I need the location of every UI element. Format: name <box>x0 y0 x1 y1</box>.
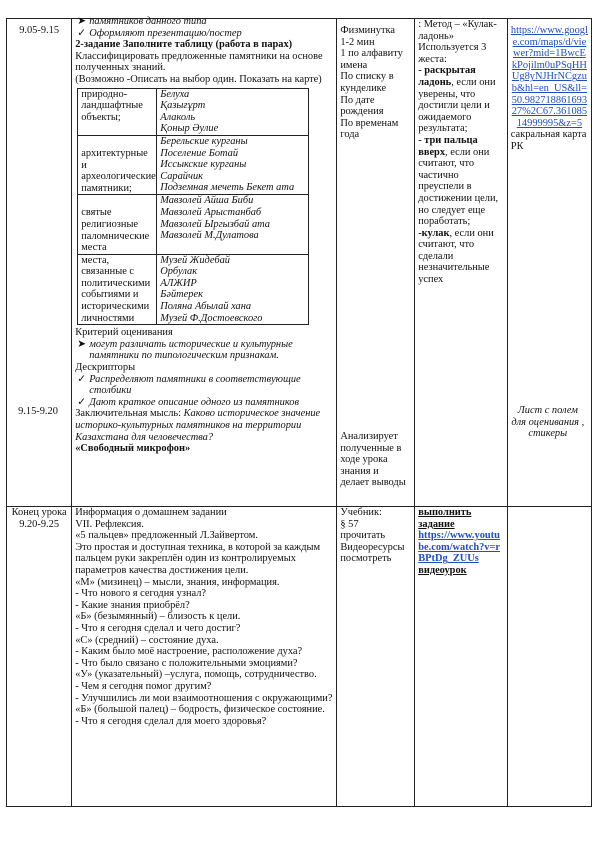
video-label: видеоурок <box>418 564 467 576</box>
classification-table <box>77 88 309 326</box>
list-item: ✓ Дают краткое описание одного из памятников <box>77 396 299 408</box>
text-line: сакральная карта РК <box>510 129 587 152</box>
text-line: «Б» (большой палец) – бодрость, физическое состояние. <box>75 704 325 716</box>
list-item: Бәйтерек <box>160 289 203 301</box>
category-cell: места, связанные с политическими событиями и историческими личностями <box>78 254 157 325</box>
gesture-text: , если они уверены, что достигли цели и ожидаемого результата; <box>418 76 496 135</box>
student-activity-cell <box>337 19 415 507</box>
table-row <box>78 195 309 254</box>
text-line: - Что нового я сегодня узнал? <box>75 588 207 600</box>
bullet-arrow-icon: ➤ <box>77 16 86 27</box>
list-item: ✓ Оформляют презентацию/постер <box>77 27 242 39</box>
category-cell <box>78 135 157 194</box>
list-item: ➤ памятников данного типа <box>77 16 207 27</box>
task-title: 2-задание Заполните таблицу (работа в парах) <box>75 39 293 51</box>
text-line: - Каким было моё настроение, расположение духа? <box>75 646 303 658</box>
gesture-label: - раскрытая ладонь <box>418 65 476 88</box>
map-link[interactable]: https://www.google.com/maps/d/viewer?mid=1BwcEkPojilm0uPSqHHUg8yNJHrNCgzub&hl=en_US&ll=50.98271886169327%2C67.36108514999995&z=5 <box>510 25 588 129</box>
activity-cell <box>72 507 337 807</box>
table-row <box>7 507 592 807</box>
text-line: Это простая и доступная техника, в которой за каждым пальцем руки закреплён один из контролируемых параметров качества достижения цели. <box>75 541 321 576</box>
list-item: Мавзолей Айша Биби <box>160 195 254 207</box>
time-cell <box>7 19 72 507</box>
category-cell: природно-ландшафтные объекты; <box>78 88 157 135</box>
text-line: - Что было связано с положительными эмоциями? <box>75 657 298 669</box>
category-text: архитектурные и археологические памятники; <box>81 147 156 194</box>
resources-cell <box>507 19 591 507</box>
list-item: ➤ могут различать исторические и культурные памятники по типологическим признакам. <box>77 338 293 362</box>
table-row <box>78 254 309 325</box>
text-line: Информация о домашнем задании <box>75 507 227 518</box>
list-item: АЛЖИР <box>160 277 197 289</box>
text-line: По дате рождения <box>340 94 384 118</box>
text-line: Лист с полем для оценивания , стикеры <box>511 405 585 440</box>
list-item: Музей Ф.Достоевского <box>160 312 263 324</box>
list-item: Қоныр Әулие <box>160 123 219 135</box>
text-line: - Какие знания приобрёл? <box>75 599 190 611</box>
text-line: «5 пальцев» предложенный Л.Зайвертом. <box>75 530 258 542</box>
text-line: По временам года <box>340 117 399 141</box>
text-line: Учебник: <box>340 507 382 518</box>
video-cell <box>415 507 508 807</box>
items-cell <box>157 254 309 325</box>
list-item: Мавзолей Арыстанбаб <box>160 206 262 218</box>
text-line: § 57 <box>340 518 359 530</box>
text-line: VII. Рефлексия. <box>75 518 144 530</box>
bullet-arrow-icon: ➤ <box>77 338 86 350</box>
text-line: - Улучшились ли мои взаимоотношения с окружающими? <box>75 692 333 704</box>
time-range: 9.20-9.25 <box>19 518 60 530</box>
check-icon: ✓ <box>77 396 86 408</box>
text-line: По списку в кунделике <box>340 71 394 94</box>
list-item: Берельские курганы <box>160 135 248 147</box>
list-item: Мавзолей Ыргызбай ата <box>160 218 270 230</box>
text-line: 1-2 мин <box>340 36 375 48</box>
lesson-plan-table <box>6 18 592 807</box>
method-title: : Метод – «Кулак-ладонь» Используется 3 жеста: <box>418 19 497 65</box>
list-item: Мавзолей М.Дулатова <box>160 230 259 242</box>
text-line: прочитать <box>340 530 386 542</box>
activity-cell <box>72 16 337 507</box>
gesture-label: -кулак <box>418 227 450 239</box>
text-line: - Чем я сегодня помог другим? <box>75 680 212 692</box>
list-item: Поляна Абылай хана <box>160 301 252 313</box>
text-line: Анализирует полученные в ходе урока знания и делает выводы <box>340 431 406 489</box>
empty-cell <box>507 507 591 807</box>
text-line: «С» (средний) – состояние духа. <box>75 634 219 646</box>
homework-cell <box>337 507 415 807</box>
text-line: Физминутка <box>340 25 396 36</box>
task-line: (Возможно -Описать на выбор один. Показать на карте) <box>75 73 322 85</box>
list-item: Поселение Ботай <box>160 147 239 159</box>
task-title: выполнить задание <box>418 507 472 530</box>
time-range: 9.05-9.15 <box>19 25 60 36</box>
items-cell <box>157 195 309 254</box>
list-item: Сарайчик <box>160 170 204 182</box>
text-line: «Б» (безымянный) – близость к цели. <box>75 611 241 623</box>
video-link[interactable]: https://www.youtube.com/watch?v=rBPtDg_ZUUs <box>418 530 501 565</box>
table-row <box>78 88 309 135</box>
gesture-text: , если они считают, что сделали незначительные успех <box>418 227 494 286</box>
items-cell <box>157 135 309 194</box>
list-item: Орбулак <box>160 266 198 278</box>
gesture-label: - три пальца вверх <box>418 134 478 158</box>
assessment-cell <box>415 19 508 507</box>
list-item: Қазығұрт <box>160 100 206 112</box>
text-line: «М» (мизинец) – мысли, знания, информация. <box>75 576 280 588</box>
time-cell <box>7 507 72 807</box>
list-item: Иссыкские курганы <box>160 159 247 171</box>
category-cell <box>78 195 157 254</box>
table-row <box>78 135 309 194</box>
check-icon: ✓ <box>77 373 86 385</box>
list-item: ✓ Распределяют памятники в соответствующие столбики <box>77 373 301 397</box>
gesture-text: , если они считают, что частично преуспели в достижении цели, но следует еще поработать; <box>418 146 499 228</box>
items-cell <box>157 88 309 135</box>
time-label: Конец урока <box>11 507 67 518</box>
category-text: святые религиозные паломнические места <box>81 207 150 254</box>
list-item: Алаколь <box>160 111 196 123</box>
task-line: Классифицировать предложенные памятники на основе полученных знаний. <box>75 50 323 74</box>
list-item: Музей Жидебай <box>160 254 230 266</box>
list-item: Белуха <box>160 88 190 100</box>
text-line: - Что я сегодня сделал для моего здоровья? <box>75 715 267 727</box>
time-range-2: 9.15-9.20 <box>18 406 58 417</box>
list-item: Подземная мечеть Бекет ата <box>160 182 295 194</box>
table-row <box>7 19 592 507</box>
free-mic-title: «Свободный микрофон» <box>75 443 191 455</box>
criteria-title: Критерий оценивания <box>75 327 173 339</box>
text-line: Видеоресурсы посмотреть <box>340 541 405 565</box>
descriptors-title: Дескрипторы <box>75 362 136 374</box>
conclusion: Заключительная мысль: Каково историческое значение историко-культурных памятников на территории Казахстана для человечества? <box>75 408 321 443</box>
check-icon: ✓ <box>77 27 86 39</box>
text-line: - Что я сегодня сделал и чего достиг? <box>75 622 241 634</box>
text-line: 1 по алфавиту имена <box>340 48 403 71</box>
text-line: «У» (указательный) –услуга, помощь, сотрудничество. <box>75 669 317 681</box>
